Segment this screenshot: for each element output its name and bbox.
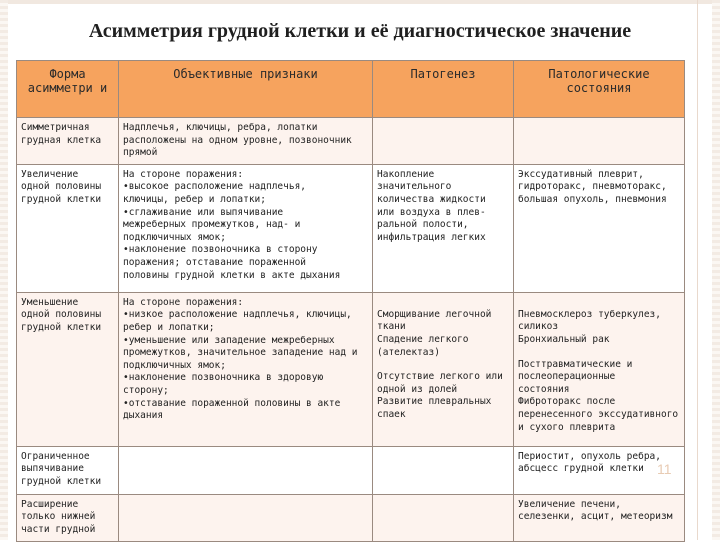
cell-form — [17, 118, 119, 165]
cell-signs — [119, 292, 373, 446]
frame-top-border — [0, 0, 720, 4]
header-conditions: Патологические состояния — [514, 61, 685, 118]
cell-conditions — [514, 118, 685, 165]
cell-text-line: поражения; отставание пораженной — [123, 256, 307, 268]
cell-text-line: Фиброторакс после — [518, 396, 616, 408]
cell-text-line: перенесенного экссудативного — [518, 408, 679, 420]
cell-pathogenesis — [373, 118, 514, 165]
cell-text-line: сторону; — [123, 384, 169, 396]
cell-text-line: Уменьшение — [21, 296, 79, 308]
cell-signs — [119, 446, 373, 494]
cell-text-line: Расширение — [21, 498, 79, 510]
cell-text-line: дыхания — [123, 410, 164, 422]
cell-text-line: гидроторакс, пневмоторакс, — [518, 181, 667, 193]
cell-text-line: одной из долей — [377, 383, 458, 395]
cell-text-line: Увеличение печени, — [518, 498, 621, 510]
cell-text-line: половины грудной клетки в акте дыхания — [123, 269, 341, 281]
cell-text-line: или воздуха в плев- — [377, 206, 486, 218]
cell-signs — [119, 494, 373, 541]
cell-pathogenesis — [373, 494, 514, 541]
cell-text-line: послеоперационные — [518, 371, 616, 383]
cell-text-line: •высокое расположение надплечья, — [123, 181, 307, 193]
cell-text-line: грудной клетки — [21, 475, 102, 487]
cell-text-line: грудной клетки — [21, 321, 102, 333]
cell-text-line: Экссудативный плеврит, — [518, 168, 644, 180]
cell-text-line: селезенки, асцит, метеоризм — [518, 511, 673, 523]
cell-pathogenesis — [373, 292, 514, 446]
cell-text-line: грудная клетка — [21, 134, 102, 146]
conditions-group-a — [518, 309, 680, 347]
cell-text-line: (ателектаз) — [377, 346, 440, 358]
frame-accent-line — [697, 0, 698, 540]
cell-text-line: •наклонение позвоночника в здоровую — [123, 372, 324, 384]
cell-text-line: ткани — [377, 321, 406, 333]
cell-text-line: •отставание пораженной половины в акте — [123, 397, 341, 409]
cell-text-line: ральной полости, — [377, 219, 469, 231]
slide-title: Асимметрия грудной клетки и её диагностическое значение — [88, 20, 632, 42]
header-form: Форма асимметри и — [17, 61, 119, 118]
frame-right-border — [712, 0, 720, 540]
cell-text-line: прямой — [123, 147, 158, 159]
cell-text-line: подключичных ямок; — [123, 231, 226, 243]
cell-text-line: •низкое расположение надплечья, ключицы, — [123, 309, 352, 321]
cell-text-line: и сухого плеврита — [518, 421, 616, 433]
cell-text-line: •наклонение позвоночника в сторону — [123, 244, 318, 256]
pathogenesis-group-b — [377, 371, 509, 421]
cell-text-line: выпячивание — [21, 463, 84, 475]
cell-text-line: Накопление — [377, 168, 435, 180]
table-row — [17, 446, 685, 494]
cell-text-line: подключичных ямок; — [123, 359, 226, 371]
cell-text-line: Развитие плевральных — [377, 396, 492, 408]
cell-text-line: абсцесс грудной клетки — [518, 463, 644, 475]
frame-left-border — [0, 0, 8, 540]
cell-text-line: Ограниченное — [21, 450, 90, 462]
asymmetry-table — [16, 60, 685, 542]
cell-text-line: количества жидкости — [377, 193, 486, 205]
cell-text-line: На стороне поражения: — [123, 296, 244, 308]
cell-text-line: промежутков, значительное западение над и — [123, 347, 358, 359]
cell-text-line: Периостит, опухоль ребра, — [518, 450, 661, 462]
cell-signs — [119, 164, 373, 292]
cell-text-line: Бронхиальный рак — [518, 333, 610, 345]
cell-text-line: части грудной — [21, 523, 96, 535]
cell-conditions — [514, 292, 685, 446]
cell-text-line: одной половины — [21, 309, 102, 321]
cell-signs — [119, 118, 373, 165]
cell-text-line: инфильтрация легких — [377, 231, 486, 243]
cell-text-line: ребер и лопатки; — [123, 321, 215, 333]
cell-text-line: Пневмосклероз туберкулез, — [518, 308, 661, 320]
cell-form — [17, 446, 119, 494]
cell-text-line: •сглаживание или выпячивание — [123, 206, 284, 218]
table-row — [17, 494, 685, 541]
cell-text-line: Отсутствие легкого или — [377, 371, 503, 383]
cell-form — [17, 164, 119, 292]
cell-text-line: грудной клетки — [21, 193, 102, 205]
cell-text-line: На стороне поражения: — [123, 168, 244, 180]
cell-text-line: Посттравматические и — [518, 358, 633, 370]
cell-conditions — [514, 164, 685, 292]
cell-form — [17, 494, 119, 541]
cell-pathogenesis — [373, 446, 514, 494]
cell-text-line: Надплечья, ключицы, ребра, лопатки — [123, 122, 318, 133]
cell-text-line: расположены на одном уровне, позвоночник — [123, 134, 352, 146]
cell-text-line: одной половины — [21, 181, 102, 193]
cell-text-line: значительного — [377, 181, 452, 193]
cell-text-line: спаек — [377, 408, 406, 420]
cell-text-line: Сморщивание легочной — [377, 308, 492, 320]
cell-text-line: большая опухоль, пневмония — [518, 193, 667, 205]
conditions-group-b — [518, 359, 680, 435]
cell-text-line: Симметричная — [21, 122, 90, 133]
cell-text-line: силикоз — [518, 321, 559, 333]
cell-conditions — [514, 494, 685, 541]
header-signs: Объективные признаки — [119, 61, 373, 118]
cell-text-line: межреберных промежутков, над- и — [123, 219, 301, 231]
cell-text-line: •уменьшение или западение межреберных — [123, 334, 335, 346]
table-row — [17, 292, 685, 446]
cell-pathogenesis — [373, 164, 514, 292]
pathogenesis-group-a — [377, 309, 509, 359]
cell-text-line: ключицы, ребер и лопатки; — [123, 193, 266, 205]
table-header-row — [17, 61, 685, 118]
cell-text-line: Увеличение — [21, 168, 79, 180]
cell-text-line: Спадение легкого — [377, 333, 469, 345]
header-pathogenesis: Патогенез — [373, 61, 514, 118]
slide-number: 11 — [657, 461, 672, 477]
cell-text-line: состояния — [518, 383, 570, 395]
table-row — [17, 118, 685, 165]
cell-text-line: только нижней — [21, 511, 96, 523]
cell-form — [17, 292, 119, 446]
table-row — [17, 164, 685, 292]
